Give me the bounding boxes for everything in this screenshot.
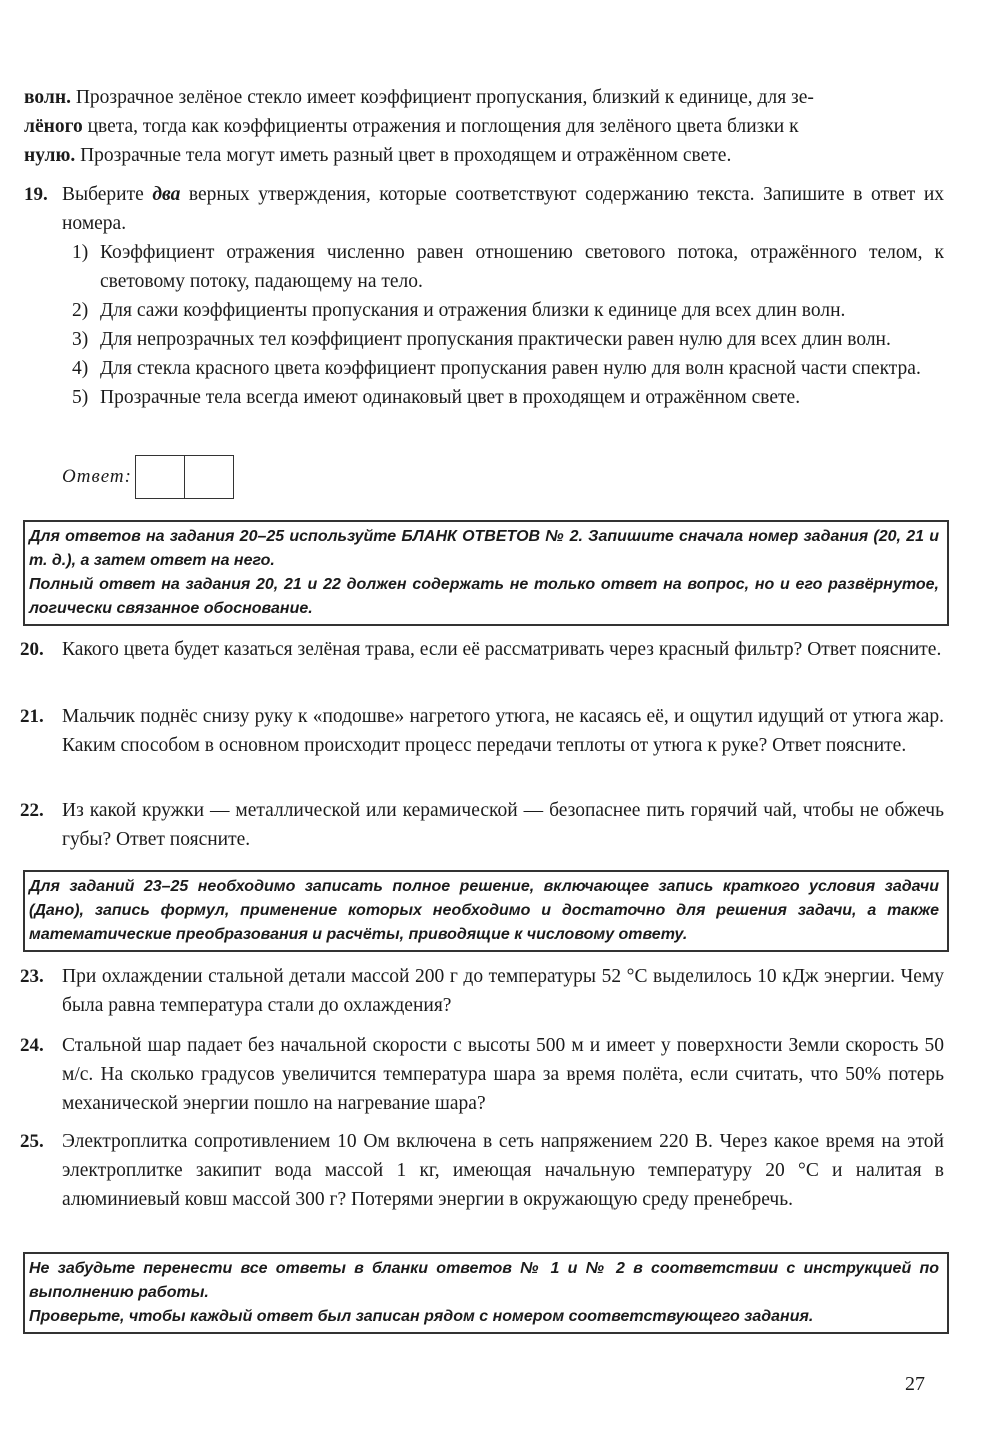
- instruction-text: Не забудьте перенести все ответы в бланки ответов № 1 и № 2 в соответствии с инструкцией по выполнению работы.: [29, 1260, 939, 1301]
- instruction-box-3: [23, 1252, 949, 1334]
- option-text: Для непрозрачных тел коэффициент пропускания практически равен нулю для всех длин волн.: [100, 329, 891, 350]
- question-text-part: Выберите: [62, 184, 153, 205]
- question-text: При охлаждении стальной детали массой 200 г до температуры 52 °С выделилось 10 кДж энергии. Чему была равна температура стали до охлаждения?: [62, 966, 944, 1016]
- option-2: [72, 296, 944, 325]
- question-25: [20, 1127, 944, 1214]
- intro-line-3: [24, 141, 944, 170]
- answer-field: [62, 455, 234, 499]
- question-number: 25.: [20, 1131, 44, 1152]
- instruction-text: Полный ответ на задания 20, 21 и 22 должен содержать не только ответ на вопрос, но и его развёрнутое, логически связанное обоснование.: [29, 576, 939, 617]
- page-number: 27: [905, 1373, 925, 1395]
- option-4: [72, 354, 944, 383]
- intro-line-2: [24, 112, 944, 141]
- question-23: [20, 962, 944, 1020]
- question-number: 19.: [24, 184, 48, 205]
- question-22: [20, 796, 944, 854]
- instruction-box-2: [23, 870, 949, 952]
- option-number: 5): [72, 387, 89, 408]
- question-text: Мальчик поднёс снизу руку к «подошве» нагретого утюга, не касаясь её, и ощутил идущий от утюга жар. Каким способом в основном происходит процесс передачи теплоты от утюга к руке? Ответ поясните.: [62, 706, 944, 756]
- intro-line-1: [24, 83, 944, 112]
- intro-text: Прозрачные тела могут иметь разный цвет в проходящем и отражённом свете.: [75, 145, 732, 166]
- instruction-box-1: [23, 520, 949, 626]
- question-number: 22.: [20, 800, 44, 821]
- question-number: 24.: [20, 1035, 44, 1056]
- question-text: Электроплитка сопротивлением 10 Ом включена в сеть напряжением 220 В. Через какое время на этой электроплитке закипит вода массой 1 кг, имеющая начальную температуру 20 °С и налитая в алюминиевый ковш массой 300 г? Потерями энергии в окружающую среду пренебречь.: [62, 1131, 944, 1210]
- question-20: [20, 635, 944, 664]
- intro-text: цвета, тогда как коэффициенты отражения и поглощения для зелёного цвета близки к: [82, 116, 799, 137]
- intro-paragraph: [24, 83, 944, 170]
- instruction-text: Для заданий 23–25 необходимо записать полное решение, включающее запись краткого условия задачи (Дано), запись формул, применение которых необходимо и достаточно для решения задачи, а также математические преобразования и расчёты, приводящие к числовому ответу.: [29, 878, 939, 943]
- option-number: 2): [72, 300, 89, 321]
- option-1: [72, 238, 944, 296]
- question-number: 21.: [20, 706, 44, 727]
- intro-text: Прозрачное зелёное стекло имеет коэффициент пропускания, близкий к единице, для зе-: [70, 87, 814, 108]
- option-number: 4): [72, 358, 89, 379]
- question-19: [20, 180, 944, 412]
- option-text: Для стекла красного цвета коэффициент пропускания равен нулю для волн красной части спектра.: [100, 358, 921, 379]
- option-number: 3): [72, 329, 89, 350]
- question-text: Какого цвета будет казаться зелёная трава, если её рассматривать через красный фильтр? Ответ поясните.: [62, 639, 942, 660]
- option-text: Прозрачные тела всегда имеют одинаковый цвет в проходящем и отражённом свете.: [100, 387, 801, 408]
- question-text: Из какой кружки — металлической или керамической — безопаснее пить горячий чай, чтобы не обжечь губы? Ответ поясните.: [62, 800, 944, 850]
- option-number: 1): [72, 242, 89, 263]
- emphasis-word: два: [152, 184, 181, 205]
- option-5: [72, 383, 944, 412]
- option-text: Для сажи коэффициенты пропускания и отражения близки к единице для всех длин волн.: [100, 300, 846, 321]
- question-number: 23.: [20, 966, 44, 987]
- answer-label: Ответ:: [62, 466, 132, 487]
- question-text-part: верных утверждения, которые соответствуют содержанию текста. Запишите в ответ их номера.: [62, 184, 945, 234]
- intro-lead: волн.: [24, 87, 71, 108]
- question-21: [20, 702, 944, 760]
- question-24: [20, 1031, 944, 1118]
- options-list: [72, 238, 944, 412]
- question-text: [62, 180, 944, 238]
- question-text: Стальной шар падает без начальной скорости с высоты 500 м и имеет у поверхности Земли скорость 50 м/с. На сколько градусов увеличится температура шара за время полёта, если считать, что 50% потерь механической энергии пошло на нагревание шара?: [62, 1035, 944, 1114]
- instruction-text: Проверьте, чтобы каждый ответ был записан рядом с номером соответствующего задания.: [29, 1308, 814, 1325]
- question-number: 20.: [20, 639, 44, 660]
- option-text: Коэффициент отражения численно равен отношению светового потока, отражённого телом, к световому потоку, падающему на тело.: [100, 242, 944, 292]
- instruction-text: Для ответов на задания 20–25 используйте БЛАНК ОТВЕТОВ № 2. Запишите сначала номер задания (20, 21 и т. д.), а затем ответ на него.: [29, 528, 939, 569]
- answer-cell-2[interactable]: [184, 455, 234, 499]
- intro-lead: лёного: [24, 116, 83, 137]
- intro-lead: нулю.: [24, 145, 76, 166]
- option-3: [72, 325, 944, 354]
- answer-cell-1[interactable]: [135, 455, 185, 499]
